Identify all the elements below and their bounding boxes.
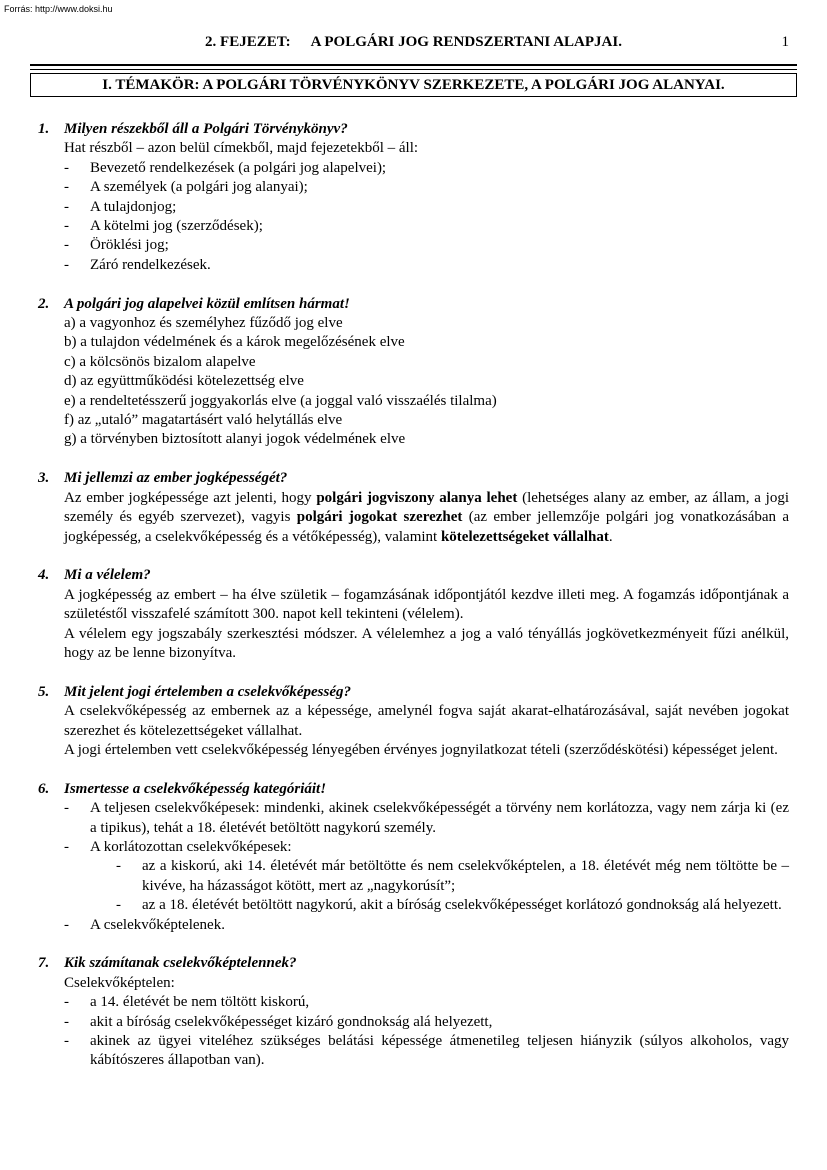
answer-intro: Cselekvőképtelen: (64, 974, 175, 991)
question-7 (38, 954, 789, 1070)
question-title (38, 120, 789, 139)
emphasis: kötelezettségeket vállalhat (440, 528, 609, 545)
text-run: Az ember jogképessége azt jelenti, hogy (64, 489, 317, 506)
emphasis: polgári jogviszony alanya lehet (316, 489, 518, 506)
list-item: - Záró rendelkezések. (64, 256, 789, 275)
list-item: - Bevezető rendelkezések (a polgári jog alapelvei); (64, 159, 789, 178)
question-title (38, 469, 789, 488)
answer (38, 314, 789, 450)
question-text: Ismertesse a cselekvőképesség kategóriáit! (64, 780, 327, 797)
question-title (38, 566, 789, 585)
list-item: - a 14. életévét be nem töltött kiskorú, (64, 993, 789, 1012)
question-title (38, 780, 789, 799)
question-number: 3. (38, 470, 50, 487)
question-text: Milyen részekből áll a Polgári Törvénykönyv? (64, 121, 348, 137)
question-number: 2. (38, 295, 50, 312)
answer (38, 586, 789, 664)
question-title (38, 954, 789, 973)
list-item: b) a tulajdon védelmének és a károk megelőzésének elve (64, 334, 405, 351)
question-text: Mit jelent jogi értelemben a cselekvőképesség? (64, 683, 352, 700)
topic-heading: I. TÉMAKÖR: A POLGÁRI TÖRVÉNYKÖNYV SZERKEZETE, A POLGÁRI JOG ALANYAI. (30, 73, 797, 97)
source-label: Forrás: http://www.doksi.hu (4, 4, 113, 14)
list-item: - A korlátozottan cselekvőképesek: (64, 838, 789, 857)
list-item: e) a rendeltetésszerű joggyakorlás elve (a joggal való visszaélés tilalma) (64, 392, 497, 409)
answer-paragraph: A vélelem egy jogszabály szerkesztési módszer. A vélelemhez a jog a való tényállás jogkövetkezményeit fűzi anélkül, hogy az be lenne bizonyítva. (64, 625, 789, 661)
list-item: - akit a bíróság cselekvőképességet kizáró gondnokság alá helyezett, (64, 1013, 789, 1032)
answer (38, 974, 789, 1071)
question-4 (38, 566, 789, 663)
question-number: 5. (38, 683, 50, 700)
question-number: 4. (38, 567, 50, 584)
answer-paragraph: A jogi értelemben vett cselekvőképesség lényegében érvényes jognyilatkozat tételi (szerződéskötési) képességet jelent. (64, 741, 778, 758)
chapter-title (30, 34, 797, 51)
header-rule-thin (30, 69, 797, 70)
list-item: - akinek az ügyei viteléhez szükséges belátási képessége átmenetileg teljesen hiányzik (súlyos alkoholos, vagy kábítószeres állapotban van). (64, 1032, 789, 1071)
list-item: - A tulajdonjog; (64, 198, 789, 217)
answer (38, 139, 789, 275)
answer (38, 702, 789, 760)
question-number: 1. (38, 121, 50, 137)
answer-paragraph: A jogképesség az embert – ha élve születik – fogamzásának időpontjától kezdve illeti meg. A fogamzás időpontjának a születéstől visszafelé számított 300. napot kell tekinteni (vélelem). (64, 586, 789, 623)
document-body (38, 120, 789, 1090)
question-3 (38, 469, 789, 547)
list-item: - A teljesen cselekvőképesek: mindenki, akinek cselekvőképességét a törvény nem korlátozza, vagy nem zárja ki (ez a tipikus), tehát a 18. életévét betöltött nagykorú személy. (64, 799, 789, 838)
chapter-label: 2. FEJEZET: (205, 34, 291, 50)
list-item: d) az együttműködési kötelezettség elve (64, 373, 304, 390)
question-1 (38, 120, 789, 275)
question-title (38, 683, 789, 702)
answer (38, 489, 789, 547)
header-rule-thick (30, 64, 797, 66)
text-run: (lehetséges alany az ember, az állam, a jogi személy és egyéb szervezet), vagyis (64, 489, 789, 526)
question-number: 6. (38, 780, 50, 797)
answer-intro: Hat részből – azon belül címekből, majd fejezetekből – áll: (64, 140, 419, 157)
list-item: c) a kölcsönös bizalom alapelve (64, 353, 256, 370)
question-5 (38, 683, 789, 761)
question-number: 7. (38, 955, 50, 972)
emphasis: polgári jogokat szerezhet (296, 509, 463, 526)
text-run: (az ember jellemzője polgári jog vonatkozásában a jogképesség, a cselekvőképesség és a vétőképesség), valamint (64, 509, 789, 545)
question-2 (38, 295, 789, 450)
text-run: . (608, 528, 613, 545)
list-item: f) az „utaló” magatartásért való helytállás elve (64, 412, 343, 429)
page-number: 1 (781, 34, 789, 50)
answer-paragraph (64, 489, 789, 547)
question-text: A polgári jog alapelvei közül említsen hármat! (64, 295, 350, 312)
sub-list-item: - az a kiskorú, aki 14. életévét már betöltötte és nem cselekvőképtelen, a 18. életévét még nem töltötte be – kivéve, ha házasságot kötött, mert az „nagykorúsít”; (64, 857, 789, 896)
list-item: a) a vagyonhoz és személyhez fűződő jog elve (64, 315, 343, 332)
page-header (30, 34, 797, 56)
list-item: - A cselekvőképtelenek. (64, 916, 789, 935)
list-item: - A személyek (a polgári jog alanyai); (64, 178, 789, 197)
answer (38, 799, 789, 935)
question-text: Mi a vélelem? (64, 567, 151, 584)
sub-list-item: - az a 18. életévét betöltött nagykorú, akit a bíróság cselekvőképességet korlátozó gondnokság alá helyezett. (64, 896, 789, 915)
list-item: - A kötelmi jog (szerződések); (64, 217, 789, 236)
question-title (38, 295, 789, 314)
question-text: Kik számítanak cselekvőképtelennek? (64, 955, 297, 972)
answer-paragraph: A cselekvőképesség az embernek az a képessége, amelynél fogva saját akarat-elhatározásával, saját nevében jogokat szerezhet és kötelezettségeket vállalhat. (64, 703, 789, 739)
list-item: - Öröklési jog; (64, 236, 789, 255)
chapter-name: A POLGÁRI JOG RENDSZERTANI ALAPJAI. (310, 34, 622, 50)
question-6 (38, 780, 789, 935)
question-text: Mi jellemzi az ember jogképességét? (64, 470, 288, 487)
list-item: g) a törvényben biztosított alanyi jogok védelmének elve (64, 431, 406, 448)
